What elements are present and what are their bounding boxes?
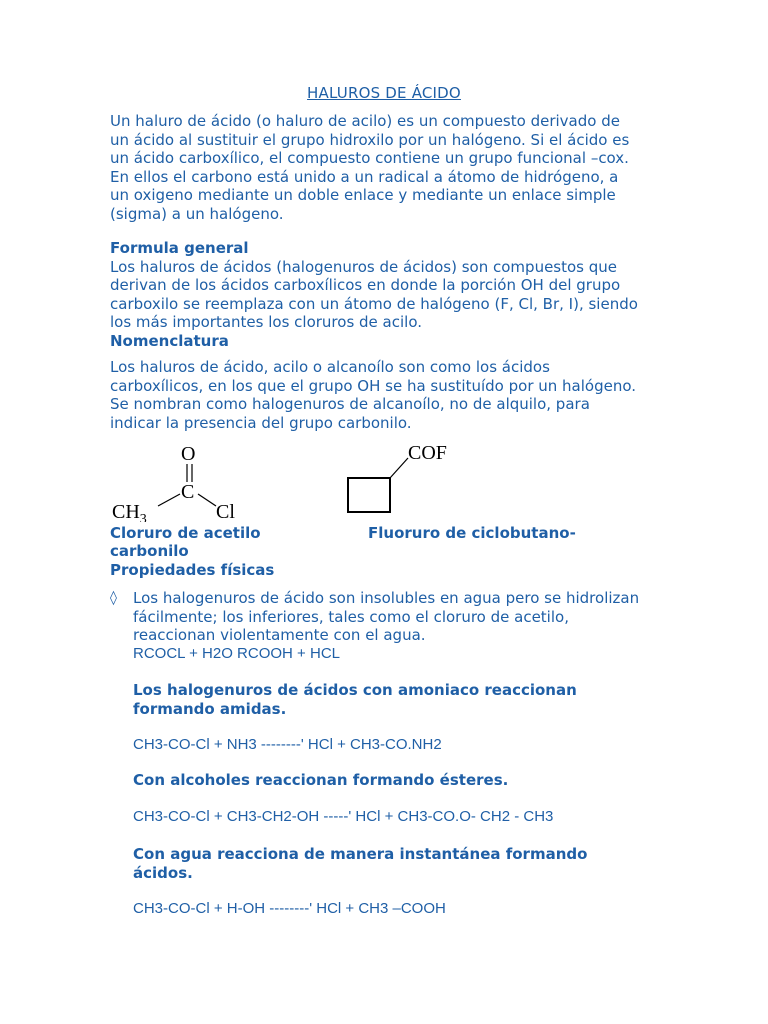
caption-cyclobutane: Fluoruro de ciclobutano- bbox=[368, 524, 576, 542]
properties-heading: Propiedades físicas bbox=[110, 561, 275, 579]
methyl-group-label: $CH_3$ bbox=[112, 501, 147, 522]
reaction-acids-equation: CH3-CO-Cl + H-OH --------' HCl + CH3 –COOH bbox=[133, 900, 446, 917]
reaction-amides-equation: CH3-CO-Cl + NH3 --------' HCl + CH3-CO.NH2 bbox=[133, 736, 442, 753]
intro-line: (sigma) a un halógeno. bbox=[110, 204, 284, 223]
nomenclature-heading: Nomenclatura bbox=[110, 331, 229, 350]
oxygen-atom-label: O bbox=[181, 443, 196, 465]
formula-heading: Formula general bbox=[110, 239, 249, 257]
intro-line: En ellos el carbono está unido a un radical a átomo de hidrógeno, a bbox=[110, 167, 619, 186]
formula-line: derivan de los ácidos carboxílicos en donde la porción OH del grupo bbox=[110, 276, 621, 295]
caption-acetyl-chloride-cont: carbonilo bbox=[110, 542, 189, 560]
bullet-paragraph bbox=[133, 589, 673, 663]
intro-line: un ácido carboxílico, el compuesto contiene un grupo funcional –cox. bbox=[110, 149, 629, 168]
document-title: HALUROS DE ÁCIDO bbox=[307, 84, 461, 102]
bullet-line: fácilmente; los inferiores, tales como el cloruro de acetilo, bbox=[133, 607, 569, 626]
nomenclature-line: Se nombran como halogenuros de alcanoílo, no de alquilo, para bbox=[110, 395, 590, 414]
chlorine-atom-label: Cl bbox=[216, 501, 235, 522]
caption-acetyl-chloride: Cloruro de acetilo bbox=[110, 524, 261, 542]
bullet-diamond-icon: ◊ bbox=[110, 590, 117, 606]
bullet-line: reaccionan violentamente con el agua. bbox=[133, 626, 426, 645]
intro-line: un ácido al sustituir el grupo hidroxilo por un halógeno. Si el ácido es bbox=[110, 130, 630, 149]
reaction-amides-heading: Los halogenuros de ácidos con amoniaco reaccionan formando amidas. bbox=[133, 681, 577, 718]
bullet-line: Los halogenuros de ácido son insolubles en agua pero se hidrolizan bbox=[133, 589, 640, 607]
intro-paragraph bbox=[110, 112, 670, 224]
nomenclature-line: carboxílicos, en los que el grupo OH se ha sustituído por un halógeno. bbox=[110, 376, 637, 395]
cof-label: COF bbox=[408, 442, 447, 464]
formula-line: los más importantes los cloruros de acilo. bbox=[110, 313, 422, 332]
reaction-acids-heading: Con agua reacciona de manera instantánea formando ácidos. bbox=[133, 845, 588, 882]
nomenclature-line: Los haluros de ácido, acilo o alcanoílo son como los ácidos bbox=[110, 358, 550, 376]
cyclobutane-structure bbox=[340, 440, 470, 522]
intro-line: un oxigeno mediante un doble enlace y mediante un enlace simple bbox=[110, 186, 616, 205]
bullet-equation: RCOCL + H2O RCOOH + HCL bbox=[133, 644, 340, 662]
nomenclature-line: indicar la presencia del grupo carbonilo. bbox=[110, 413, 412, 432]
reaction-esters-equation: CH3-CO-Cl + CH3-CH2-OH -----' HCl + CH3-CO.O- CH2 - CH3 bbox=[133, 808, 554, 825]
intro-line: Un haluro de ácido (o haluro de acilo) es un compuesto derivado de bbox=[110, 112, 620, 130]
nomenclature-paragraph bbox=[110, 358, 670, 432]
carbon-atom-label: C bbox=[181, 481, 195, 503]
formula-section bbox=[110, 239, 670, 351]
formula-line: carboxilo se reemplaza con un átomo de halógeno (F, Cl, Br, I), siendo bbox=[110, 294, 638, 313]
formula-line: Los haluros de ácidos (halogenuros de ácidos) son compuestos que bbox=[110, 257, 618, 276]
acetyl-chloride-structure bbox=[108, 440, 248, 522]
reaction-esters-heading: Con alcoholes reaccionan formando ésteres. bbox=[133, 771, 509, 789]
